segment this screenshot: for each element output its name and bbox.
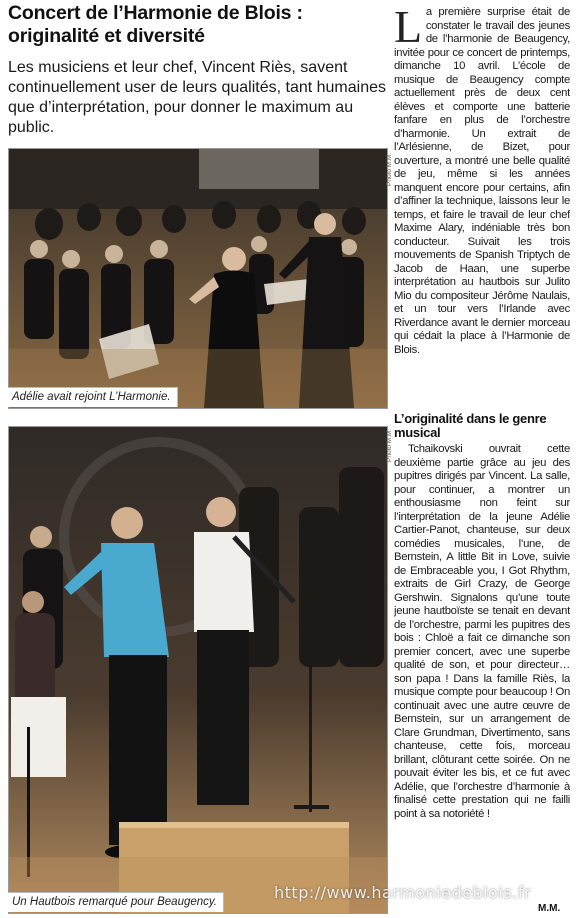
article-body-paragraph-1 — [394, 6, 570, 402]
website-watermark: http://www.harmoniedeblois.fr — [274, 883, 531, 902]
article-title-line-1: Concert de l’Harmonie de Blois : — [8, 2, 303, 24]
photo-caption-oboist: Un Hautbois remarqué pour Beaugency. — [8, 892, 224, 912]
photo-credit-1: Photo M.M. — [386, 152, 393, 186]
concert-photo-singer — [8, 148, 388, 409]
author-signature: M.M. — [538, 903, 561, 914]
concert-photo-oboist-image — [9, 427, 387, 913]
article-title-line-2: originalité et diversité — [8, 25, 205, 47]
paragraph-1-text: a première surprise était de constater le travail des jeunes de l’harmonie de Beaugency, invitée pour ce concert de printemps, dimanche 10 avril. L’école de musique de Beaugency compte actuellement près de deux cent élèves et comporte une batterie fanfare en plus de l’orchestre d’harmonie. Un extrait de l’Arlésienne, de Bizet, pour ouverture, a montré une belle qualité de jeu, même si les années manquent encore pour certains, afin d’affiner la technique, laissons leur le temps, et faire le travail de leur chef Maxime Alary, indéniable très bon conducteur. Suivait les trois mouvements de Spanish Triptych de Jacob de Haan, une superbe interprétation au hautbois sur Julito Mio du compositeur Jérôme Naulais, et un tour vers l’Irlande avec Riverdance avant le dernier morceau qui cédait la place à l’Harmonie de Blois. — [394, 6, 570, 356]
article-subhead: L’originalité dans le genre musical — [394, 411, 547, 440]
concert-photo-singer-image — [9, 149, 387, 408]
article-lede: Les musiciens et leur chef, Vincent Riès, savent continuellement user de leurs qualités, tant humaines que d’interprétation, pour donner le maximum au public. — [8, 59, 386, 136]
drop-cap: L — [394, 6, 422, 52]
article-body-paragraph-2: Tchaikovski ouvrait cette deuxième partie grâce au jeu des pupitres dirigés par Vincent. La salle, pour continuer, a montrer un enthousiasme non feint sur l’interprétation de la jeune Adélie Cartier-Panot, chanteuse, sur deux comédies musicales, l’une, de Bernstein, A little Bit in Love, suivie de Embraceable you, I Got Rhythm, extraits de Girl Crazy, de George Gershwin. Signalons qu’une toute jeune hautboïste se tenait en devant de l’orchestre, parmi les pupitres des bois : Chloë a fait ce dimanche son premier concert, avec une superbe qualité de son, et pour directeur… son papa ! Dans la famille Riès, la musique compte pour beaucoup ! On continuait avec une autre œuvre de Bernstein, sur un arrangement de Clare Grundman, Divertimento, sans chanteuse, cette fois, morceau brillant, clôturant cette soirée. On ne pouvait éviter les bis, et ce fut avec Adélie, que l’orchestre d’harmonie à finalisé cette prestation qui ne failli point à sa notoriété ! — [394, 443, 570, 820]
article-title — [8, 2, 390, 48]
photo-credit-2: Photo M.M. — [386, 428, 393, 462]
photo-caption-singer: Adélie avait rejoint L’Harmonie. — [8, 387, 178, 407]
concert-photo-oboist — [8, 426, 388, 914]
